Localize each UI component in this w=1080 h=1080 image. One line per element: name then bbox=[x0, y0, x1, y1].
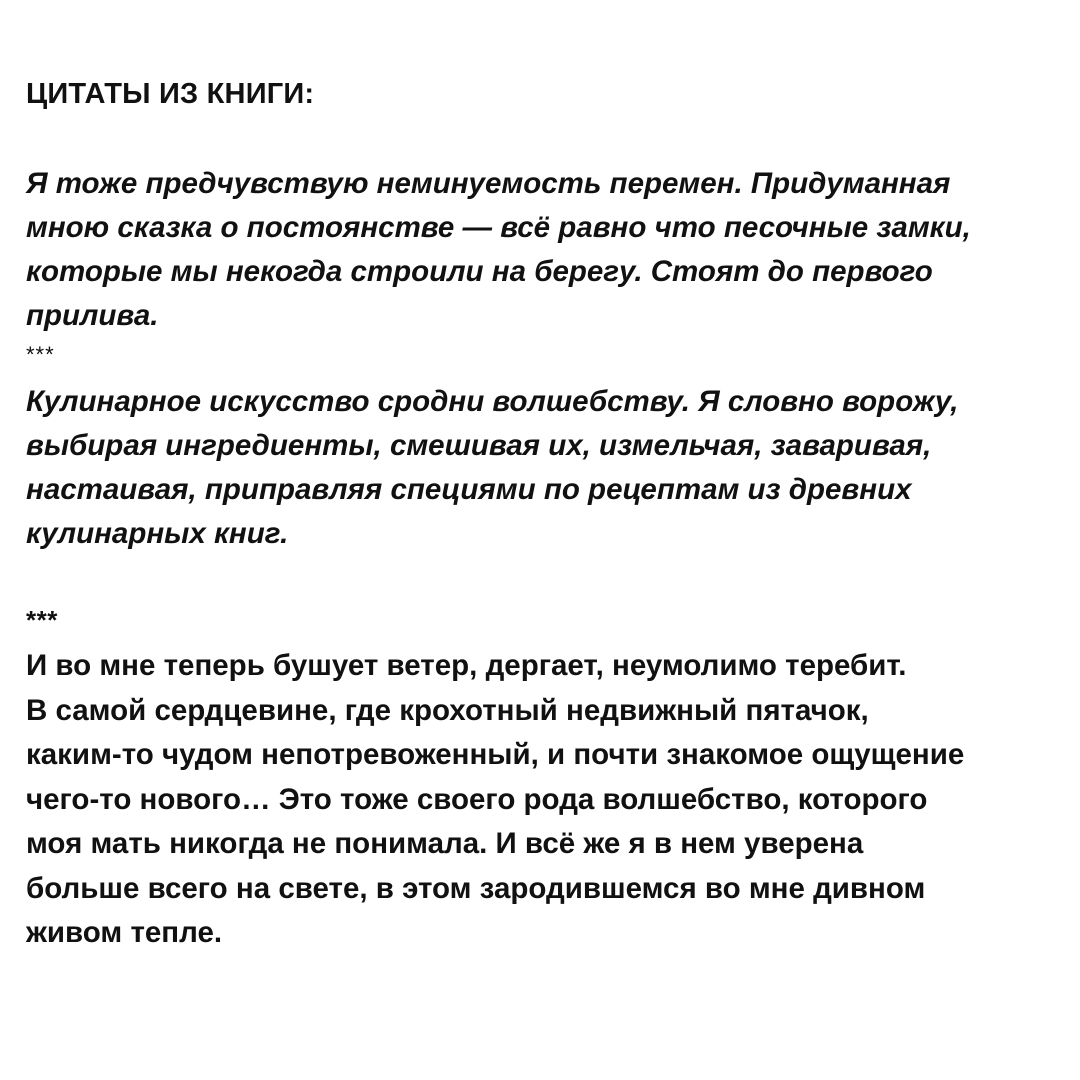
quote-plain-3 bbox=[26, 644, 964, 956]
quote-line: Я тоже предчувствую неминуемость перемен. Придуманная bbox=[26, 167, 951, 200]
quote-line: моя мать никогда не понимала. И всё же я в нем уверена bbox=[26, 827, 864, 860]
quote-line: прилива. bbox=[26, 299, 159, 332]
quote-line: выбирая ингредиенты, смешивая их, измельчая, заваривая, bbox=[26, 429, 932, 462]
quote-line: настаивая, приправляя специями по рецептам из древних bbox=[26, 473, 912, 506]
quote-italic-2 bbox=[26, 380, 958, 556]
quote-line: чего-то нового… Это тоже своего рода волшебство, которого bbox=[26, 782, 928, 816]
quote-line: В самой сердцевине, где крохотный недвижный пятачок, bbox=[26, 693, 869, 727]
quote-line: больше всего на свете, в этом зародившемся во мне дивном bbox=[26, 871, 926, 905]
quote-line: И во мне теперь бушует ветер, дергает, неумолимо теребит. bbox=[26, 649, 907, 682]
separator-asterisks-bold: *** bbox=[26, 605, 58, 635]
quote-line: каким-то чудом непотревоженный, и почти знакомое ощущение bbox=[26, 738, 965, 771]
quote-line: мною сказка о постоянстве — всё равно что песочные замки, bbox=[26, 211, 971, 244]
separator-asterisks: *** bbox=[26, 342, 55, 367]
quote-line: живом тепле. bbox=[26, 916, 223, 949]
quote-line: Кулинарное искусство сродни волшебству. Я словно ворожу, bbox=[26, 385, 959, 418]
quote-line: кулинарных книг. bbox=[26, 517, 289, 550]
page-title: ЦИТАТЫ ИЗ КНИГИ: bbox=[26, 78, 315, 110]
quote-line: которые мы некогда строили на берегу. Стоят до первого bbox=[26, 255, 933, 288]
quote-italic-1 bbox=[26, 162, 971, 338]
